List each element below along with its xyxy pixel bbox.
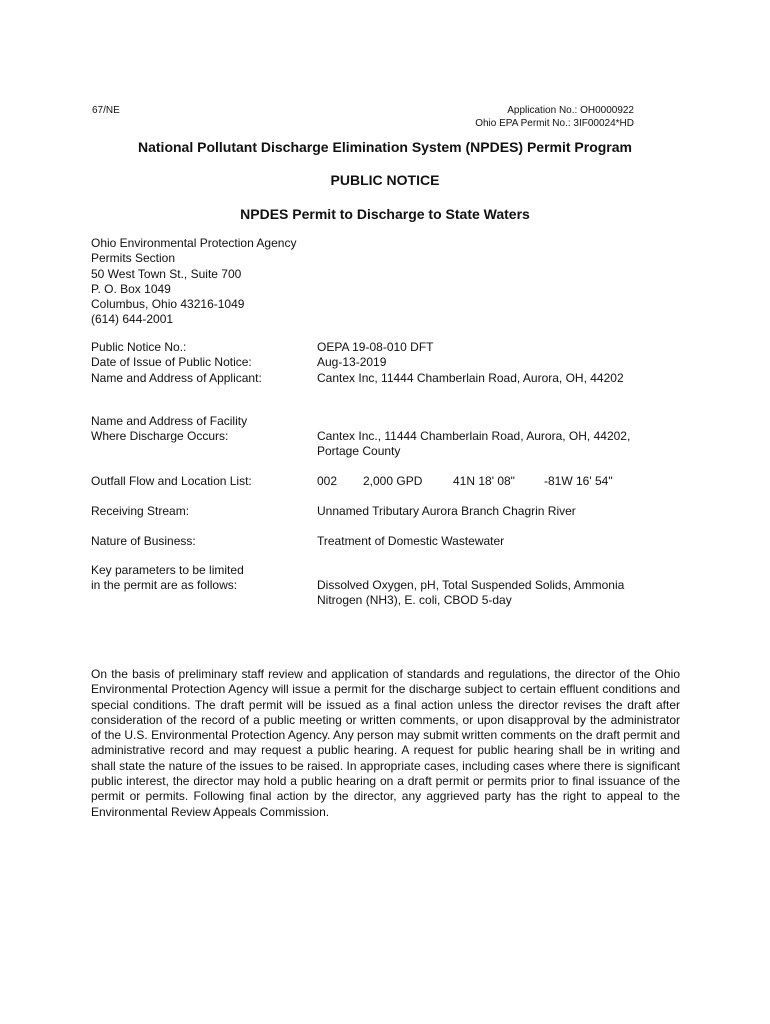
parameters-details bbox=[91, 563, 681, 611]
issue-date-value: Aug-13-2019 bbox=[317, 355, 387, 370]
agency-street: 50 West Town St., Suite 700 bbox=[91, 266, 242, 281]
outfall-longitude: -81W 16' 54" bbox=[544, 474, 613, 488]
notice-details bbox=[91, 340, 681, 388]
facility-value-line1: Cantex Inc., 11444 Chamberlain Road, Aurora, OH, 44202, bbox=[317, 429, 631, 443]
notice-number-label: Public Notice No.: bbox=[91, 340, 187, 354]
agency-po-box: P. O. Box 1049 bbox=[91, 281, 171, 296]
business-value: Treatment of Domestic Wastewater bbox=[317, 534, 505, 548]
applicant-value: Cantex Inc, 11444 Chamberlain Road, Aurora, OH, 44202 bbox=[317, 370, 624, 385]
agency-section: Permits Section bbox=[91, 251, 176, 266]
application-number: Application No.: OH0000922 bbox=[507, 105, 634, 116]
parameters-value-line2: Nitrogen (NH3), E. coli, CBOD 5-day bbox=[317, 593, 512, 608]
outfall-label: Outfall Flow and Location List: bbox=[91, 474, 252, 488]
agency-city: Columbus, Ohio 43216-1049 bbox=[91, 297, 245, 312]
notice-number-value: OEPA 19-08-010 DFT bbox=[317, 340, 434, 354]
applicant-label: Name and Address of Applicant: bbox=[91, 370, 262, 385]
facility-details bbox=[91, 414, 681, 459]
agency-address-block bbox=[91, 236, 296, 328]
notice-body-paragraph: On the basis of preliminary staff review and application of standards and regulations, the director of the Ohio Environmental Protection Agency will issue a permit for the discharge subject to certain effluent conditions and special conditions. The draft permit will be issued as a final action unless the director revises the draft after consideration of the record of a public meeting or written comments, or upon disapproval by the administrator of the U.S. Environmental Protection Agency. Any person may submit written comments on the draft permit and administrative record and may request a public hearing. A request for public hearing shall be in writing and shall state the nature of the issues to be raised. In appropriate cases, including cases where there is significant public interest, the director may hold a public hearing on a draft permit or permits prior to final issuance of the permit or permits. Following final action by the director, any aggrieved party has the right to appeal to the Environmental Review Appeals Commission. bbox=[91, 667, 680, 819]
parameters-label-line2: in the permit are as follows: bbox=[91, 578, 238, 593]
parameters-value-line1: Dissolved Oxygen, pH, Total Suspended Solids, Ammonia bbox=[317, 578, 625, 592]
issue-date-label: Date of Issue of Public Notice: bbox=[91, 355, 252, 370]
agency-name: Ohio Environmental Protection Agency bbox=[91, 236, 297, 250]
permit-title: NPDES Permit to Discharge to State Waters bbox=[240, 206, 530, 222]
outfall-flow: 2,000 GPD bbox=[363, 474, 423, 488]
outfall-details bbox=[91, 474, 681, 490]
outfall-latitude: 41N 18' 08" bbox=[453, 474, 515, 488]
receiving-stream-label: Receiving Stream: bbox=[91, 504, 190, 518]
facility-label-line1: Name and Address of Facility bbox=[91, 414, 248, 428]
receiving-stream-value: Unnamed Tributary Aurora Branch Chagrin River bbox=[317, 504, 576, 518]
parameters-label-line1: Key parameters to be limited bbox=[91, 563, 244, 577]
notice-title: PUBLIC NOTICE bbox=[330, 172, 440, 188]
permit-reference-block bbox=[475, 104, 634, 130]
program-title: National Pollutant Discharge Elimination System (NPDES) Permit Program bbox=[138, 139, 632, 155]
outfall-number: 002 bbox=[317, 474, 338, 488]
document-code: 67/NE bbox=[92, 105, 120, 116]
facility-label-line2: Where Discharge Occurs: bbox=[91, 429, 229, 444]
business-details bbox=[91, 534, 681, 550]
business-label: Nature of Business: bbox=[91, 534, 196, 548]
stream-details bbox=[91, 504, 681, 520]
epa-permit-number: Ohio EPA Permit No.: 3IF00024*HD bbox=[475, 118, 634, 129]
facility-value-line2: Portage County bbox=[317, 444, 401, 459]
agency-phone: (614) 644-2001 bbox=[91, 312, 174, 327]
